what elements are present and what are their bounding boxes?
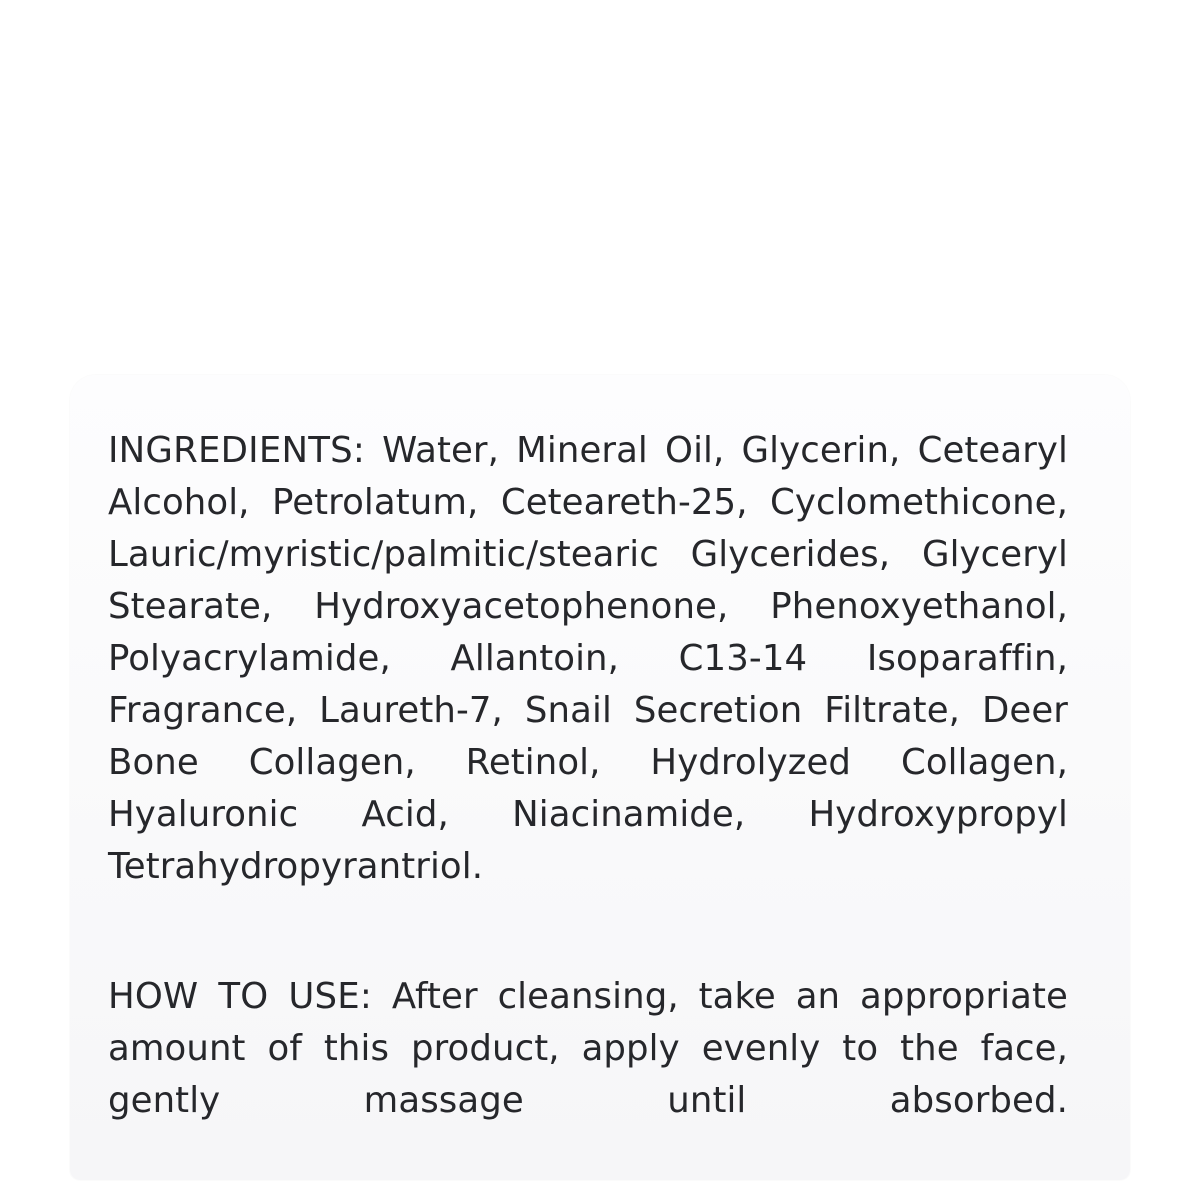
how-to-use-paragraph <box>108 971 1068 1179</box>
how-to-use-body: After cleansing, take an appropriate amount of this product, apply evenly to the face, gently massage until absorbed. <box>108 976 1068 1121</box>
ingredients-paragraph <box>108 425 1068 945</box>
label-text-block <box>108 425 1068 1179</box>
ingredients-body: Water, Mineral Oil, Glycerin, Cetearyl Alcohol, Petrolatum, Ceteareth-25, Cyclomethicone, Lauric/myristic/palmitic/stearic Glycerides, Glyceryl Stearate, Hydroxyacetophenone, Phenoxyethanol, Polyacrylamide, Allantoin, C13-14 Isoparaffin, Fragrance, Laureth-7, Snail Secretion Filtrate, Deer Bone Collagen, Retinol, Hydrolyzed Collagen, Hyaluronic Acid, Niacinamide, Hydroxypropyl Tetrahydropyrantriol. <box>108 430 1068 887</box>
ingredients-heading: INGREDIENTS: <box>108 430 366 471</box>
how-to-use-heading: HOW TO USE: <box>108 976 373 1017</box>
